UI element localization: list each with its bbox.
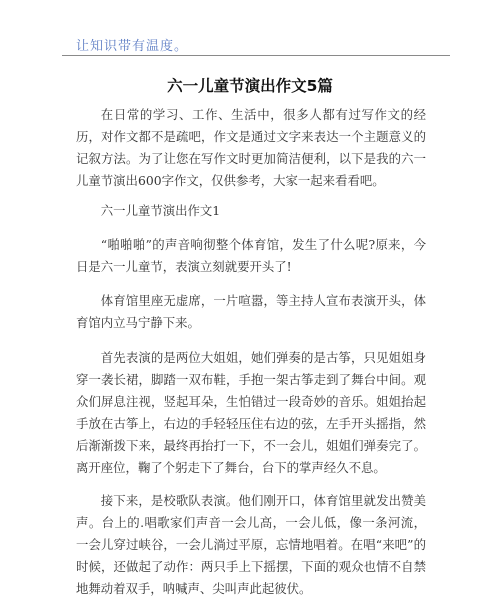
body-paragraph: “啪啪啪”的声音响彻整个体育馆，发生了什么呢?原来，今日是六一儿童节，表演立刻就要开头了! (76, 237, 426, 274)
section-heading: 六一儿童节演出作文1 (100, 203, 221, 218)
header-divider (62, 55, 450, 56)
page-header (62, 0, 450, 57)
article-title: 六一儿童节演出作文5篇 (167, 77, 333, 95)
body-paragraph: 接下来，是校歌队表演。他们刚开口，体育馆里就发出赞美声。台上的.唱歌家们声音一会儿高，一会儿低，像一条河流，一会儿穿过峡谷，一会儿淌过平原，忘情地唱着。在唱“来吧”的时候，还做起了动作：两只手上下摇摆，下面的观众也情不自禁地舞动着双手，呐喊声、尖叫声此起彼伏。 (76, 493, 426, 596)
body-paragraph: 体育馆里座无虚席，一片喧嚣，等主持人宣布表演开头，体育馆内立马宁静下来。 (76, 293, 426, 330)
body-paragraph: 首先表演的是两位大姐姐，她们弹奏的是古筝，只见姐姐身穿一袭长裙，脚踏一双布鞋，手抱一架古筝走到了舞台中间。观众们屏息注视，竖起耳朵，生怕错过一段奇妙的音乐。姐姐抬起手放在古筝上，右边的手轻轻压住右边的弦，左手开头摇指，然后渐渐拨下来，最终再抬打一下，不一会儿，姐姐们弹奏完了。离开座位，鞠了个躬走下了舞台，台下的掌声经久不息。 (76, 350, 426, 475)
header-slogan: 让知识带有温度。 (76, 39, 189, 54)
intro-paragraph: 在日常的学习、工作、生活中，很多人都有过写作文的经历，对作文都不是疏吧，作文是通过文字来表达一个主题意义的记叙方法。为了让您在写作文时更加简洁便利，以下是我的六一儿童节演出600字作文，仅供参考，大家一起来看看吧。 (76, 107, 426, 188)
